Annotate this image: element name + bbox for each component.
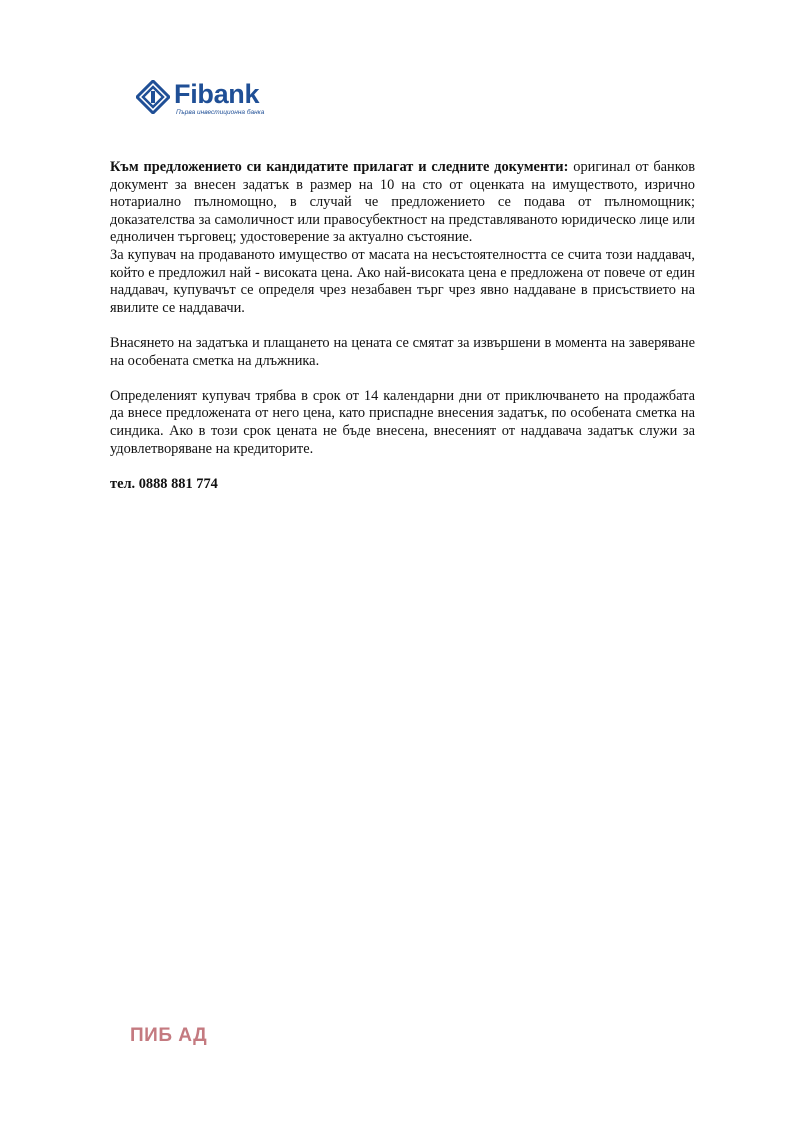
paragraph-deadline: Определеният купувач трябва в срок от 14 календарни дни от приключването на продажбата да внесе предложената от него цена, като приспадне внесения задатък, по особената сметка на синдика. Ако в този срок цената не бъде внесена, внесеният от наддавача задатък служи за удовлетворяване на кредиторите.	[110, 387, 695, 457]
paragraph-required-documents	[110, 159, 695, 247]
paragraph-payment: Внасянето на задатъка и плащането на цената се смятат за извършени в момента на заверяване на особената сметка на длъжника.	[110, 334, 695, 369]
fibank-logo	[136, 78, 286, 122]
phone-number: тел. 0888 881 774	[110, 475, 218, 492]
stamp-text: ПИБ АД	[130, 1025, 208, 1046]
logo-tagline: Първа инвестиционна банка	[176, 109, 265, 116]
paragraph-lead: Към предложението си кандидатите прилагат и следните документи:	[110, 159, 569, 175]
fibank-diamond-icon	[136, 80, 170, 114]
paragraph-text: оригинал от банков документ за внесен задатък в размер на 10 на сто от оценката на имуществото, изрично нотариално пълномощно, в случай че предложението се подава от пълномощник; доказателства за самоличност или правосубектност на представляваното юридическо лице или едноличен търговец; удостоверение за актуално състояние.	[110, 159, 695, 246]
logo-name: Fibank	[174, 79, 260, 109]
document-body	[110, 159, 695, 493]
paragraph-buyer-determination: За купувач на продаваното имущество от масата на несъстоятелността се счита този наддавач, който е предложил най - високата цена. Ако най-високата цена е предложена от повече от един наддавач, купувачът се определя чрез незабавен търг чрез явно наддаване в присъствието на явилите се наддавачи.	[110, 246, 695, 316]
